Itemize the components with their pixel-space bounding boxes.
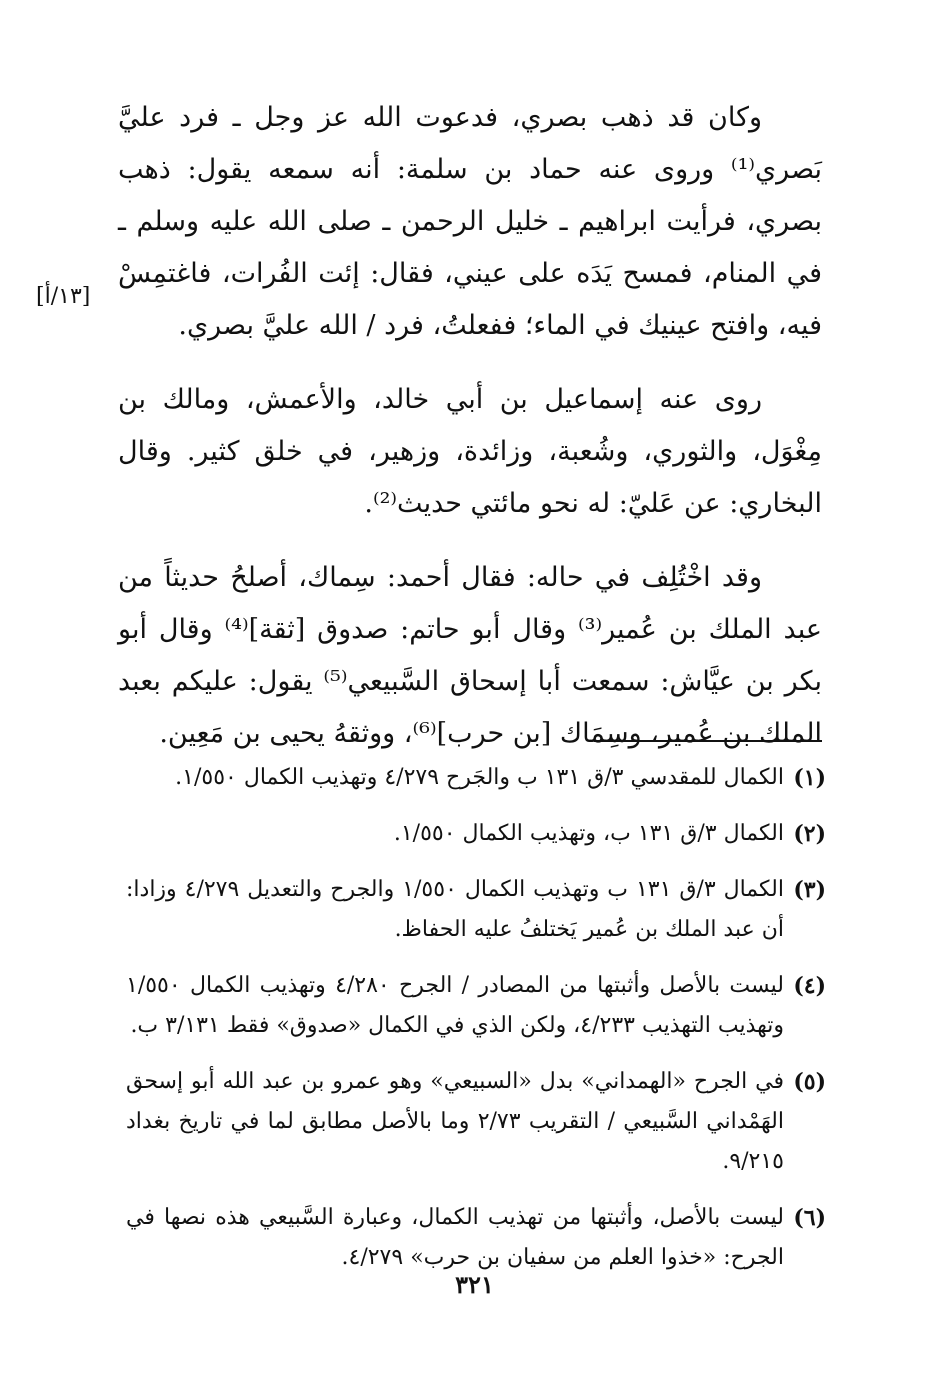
footnote-6	[126, 1198, 826, 1278]
footnote-text: ليست بالأصل وأثبتها من المصادر / الجرح ٤/٢٨٠ وتهذيب الكمال ١/٥٥٠ وتهذيب التهذيب ٤/٢٣٣، ولكن الذي في الكمال «صدوق» فقط ٣/١٣١ ب.	[126, 973, 784, 1038]
footnote-text: في الجرح «الهمداني» بدل «السبيعي» وهو عمرو بن عبد الله أبو إسحق الهَمْداني السَّبيعي / التقريب ٢/٧٣ وما بالأصل مطابق لما في تاريخ بغداد ٩/٢١٥.	[126, 1069, 784, 1174]
footnote-number: (٦)	[793, 1205, 826, 1231]
footnote-5	[126, 1062, 826, 1182]
main-text	[118, 92, 822, 782]
footnote-number: (٢)	[793, 821, 826, 847]
footnote-number: (٤)	[793, 973, 826, 999]
paragraph-2: روى عنه إسماعيل بن أبي خالد، والأعمش، ومالك بن مِغْوَل، والثوري، وشُعبة، وزائدة، وزهير، في خلق كثير. وقال البخاري: عن عَليّ: له نحو مائتي حديث⁽²⁾.	[118, 384, 822, 519]
footnote-text: الكمال ٣/ق ١٣١ ب وتهذيب الكمال ١/٥٥٠ والجرح والتعديل ٤/٢٧٩ وزادا: أن عبد الملك بن عُمير يَختلفُ عليه الحفاظ.	[126, 877, 784, 942]
footnote-2	[126, 814, 826, 854]
paragraph-1: وكان قد ذهب بصري، فدعوت الله عز وجل ـ فرد عليَّ بَصري⁽¹⁾ وروى عنه حماد بن سلمة: أنه سمعه يقول: ذهب بصري، فرأيت ابراهيم ـ خليل الرحمن ـ صلى الله عليه وسلم ـ في المنام، فمسح يَدَه على عيني، فقال: إئت الفُرات، فاغتمِسْ فيه، وافتح عينيك في الماء؛ ففعلتُ، فرد / الله عليَّ بصري.	[118, 102, 822, 341]
footnote-3	[126, 870, 826, 950]
footnote-text: الكمال للمقدسي ٣/ق ١٣١ ب والجَرح ٤/٢٧٩ وتهذيب الكمال ١/٥٥٠.	[175, 765, 784, 790]
footnote-text: ليست بالأصل، وأثبتها من تهذيب الكمال، وعبارة السَّبيعي هذه نصها في الجرح: «خذوا العلم من سفيان بن حرب» ٤/٢٧٩.	[126, 1205, 784, 1270]
footnote-number: (٣)	[793, 877, 826, 903]
footnote-text: الكمال ٣/ق ١٣١ ب، وتهذيب الكمال ١/٥٥٠.	[393, 821, 784, 846]
footnote-separator	[594, 740, 822, 742]
paragraph-3: وقد اخْتُلِف في حاله: فقال أحمد: سِماك، أصلحُ حديثاً من عبد الملك بن عُمير⁽³⁾ وقال أبو حاتم: صدوق [ثقة]⁽⁴⁾ وقال أبو بكر بن عيَّاش: سمعت أبا إسحاق السَّبيعي⁽⁵⁾ يقول: عليكم بعبد الملك بن عُمير، وسِمَاك [بن حرب]⁽⁶⁾، ووثقهُ يحيى بن مَعِين.	[118, 562, 822, 749]
footnote-1	[126, 758, 826, 798]
footnote-number: (١)	[793, 765, 826, 791]
footnote-4	[126, 966, 826, 1046]
footnote-number: (٥)	[793, 1069, 826, 1095]
footnotes	[126, 758, 826, 1294]
folio-marker: [١٣/أ]	[36, 284, 91, 309]
page-number: ٣٢١	[455, 1270, 494, 1299]
